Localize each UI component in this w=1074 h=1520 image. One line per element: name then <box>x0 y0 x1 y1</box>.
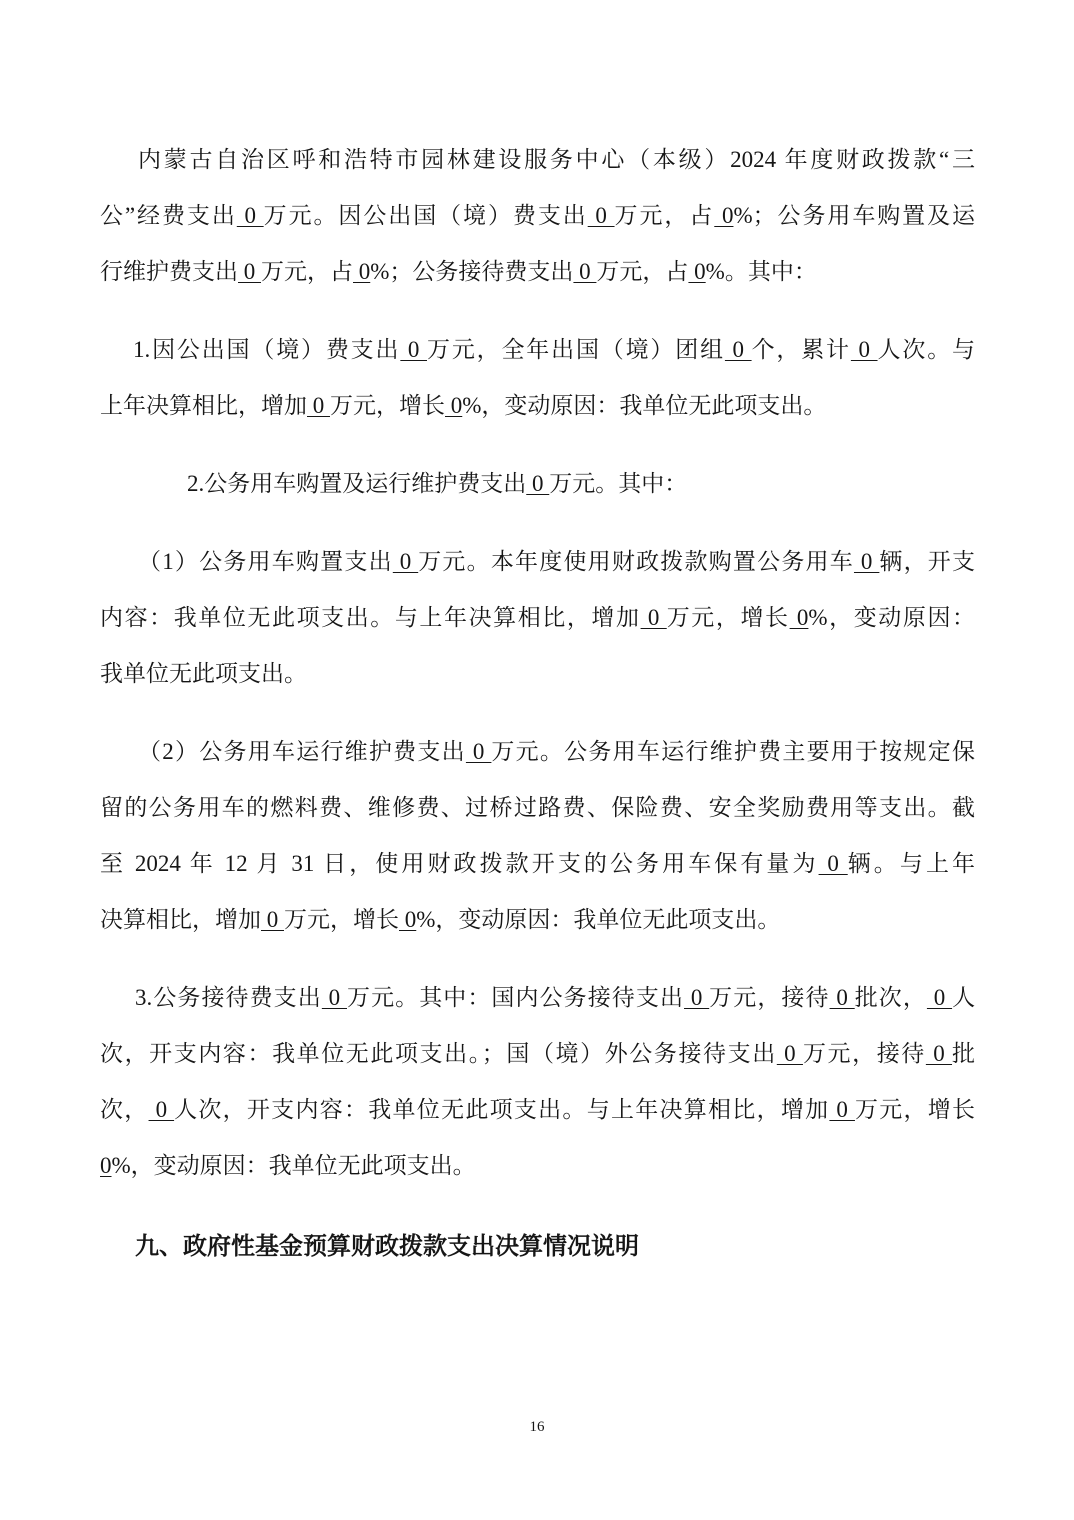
underlined-value: 0 <box>399 907 417 932</box>
text-run: 万元。因公出国（境）费支出 <box>263 203 588 228</box>
text-run: 辆，开支 <box>879 549 976 574</box>
underlined-value: 0 <box>789 605 809 630</box>
text-run: 上年决算相比，增加 <box>100 393 307 418</box>
underlined-value: 0 <box>392 549 419 574</box>
underlined-value: 0 <box>321 985 347 1010</box>
text-run: 万元，占 <box>261 259 353 284</box>
text-run: （2）公务用车运行维护费支出 <box>138 739 466 764</box>
underlined-value: 0 <box>640 605 667 630</box>
text-run: 批次， <box>854 985 927 1010</box>
underlined-value: 0 <box>465 739 492 764</box>
text-run: 万元，增长 <box>284 907 399 932</box>
text-run: %，变动原因：我单位无此项支出。 <box>111 1153 476 1178</box>
text-run: （1）公务用车购置支出 <box>138 549 393 574</box>
underlined-value: 0 <box>688 259 706 284</box>
underlined-value: 0 <box>684 985 710 1010</box>
text-run: 决算相比，增加 <box>100 907 261 932</box>
underlined-value: 0 <box>829 985 855 1010</box>
text-run: 万元。其中： <box>549 471 688 496</box>
text-run: 人次。与 <box>877 337 976 362</box>
text-run: %，变动原因：我单位无此项支出。 <box>416 907 781 932</box>
paragraph-line <box>100 904 780 936</box>
underlined-value: 0 <box>724 337 752 362</box>
text-run: 至 2024 年 12 月 31 日，使用财政拨款开支的公务用车保有量为 <box>100 851 819 876</box>
text-run: 内蒙古自治区呼和浩特市园林建设服务中心（本级）2024 年度财政拨款“三 <box>138 147 975 172</box>
paragraph-line <box>100 658 307 690</box>
text-run: 万元，增长 <box>666 605 790 630</box>
underlined-value: 0 <box>238 259 261 284</box>
paragraph-line <box>138 736 975 768</box>
text-run: %；公务接待费支出 <box>370 259 574 284</box>
text-run: 行维护费支出 <box>100 259 238 284</box>
paragraph-line <box>100 848 975 880</box>
text-run: 3.公务接待费支出 <box>135 985 322 1010</box>
text-run: 留的公务用车的燃料费、维修费、过桥过路费、保险费、安全奖励费用等支出。截 <box>100 795 975 820</box>
text-run: 1.因公出国（境）费支出 <box>133 337 401 362</box>
paragraph-line <box>100 200 975 232</box>
underlined-value: 0 <box>573 259 597 284</box>
text-run: 万元。本年度使用财政拨款购置公务用车 <box>418 549 854 574</box>
underlined-value: 0 <box>100 1153 112 1178</box>
paragraph-line <box>100 1094 975 1126</box>
text-run: 万元，占 <box>596 259 689 284</box>
underlined-value: 0 <box>148 1097 175 1122</box>
paragraph-line <box>100 1038 975 1070</box>
paragraph-line <box>100 390 826 422</box>
text-run: 万元，全年出国（境）团组 <box>427 337 725 362</box>
underlined-value: 0 <box>353 259 371 284</box>
text-run: 万元，接待 <box>709 985 830 1010</box>
text-run: %。其中： <box>705 259 817 284</box>
text-run: 我单位无此项支出。 <box>100 661 307 686</box>
paragraph-line <box>100 602 975 634</box>
underlined-value: 0 <box>587 203 615 228</box>
underlined-value: 0 <box>714 203 734 228</box>
underlined-value: 0 <box>776 1041 803 1066</box>
underlined-value: 0 <box>400 337 427 362</box>
text-run: 人次，开支内容：我单位无此项支出。与上年决算相比，增加 <box>174 1097 830 1122</box>
text-run: 万元，增长 <box>330 393 445 418</box>
text-run: %，变动原因：我单位无此项支出。 <box>462 393 827 418</box>
text-run: 2.公务用车购置及运行维护费支出 <box>187 471 527 496</box>
paragraph-line <box>187 468 687 500</box>
text-run: 万元，接待 <box>802 1041 926 1066</box>
text-run: 万元。其中：国内公务接待支出 <box>347 985 685 1010</box>
text-run: 公”经费支出 <box>100 203 237 228</box>
text-run: 万元，占 <box>614 203 715 228</box>
underlined-value: 0 <box>261 907 284 932</box>
text-run: 批 <box>952 1041 976 1066</box>
text-run: 人 <box>952 985 976 1010</box>
underlined-value: 0 <box>818 851 848 876</box>
underlined-value: 0 <box>526 471 550 496</box>
paragraph-line <box>100 792 975 824</box>
paragraph-line <box>138 546 975 578</box>
text-run: %；公务用车购置及运 <box>733 203 976 228</box>
underlined-value: 0 <box>236 203 264 228</box>
text-run: 万元，增长 <box>854 1097 976 1122</box>
text-run: 内容：我单位无此项支出。与上年决算相比，增加 <box>100 605 641 630</box>
paragraph-line <box>138 144 975 176</box>
section-heading: 九、政府性基金预算财政拨款支出决算情况说明 <box>135 1232 639 1260</box>
text-run: 次，开支内容：我单位无此项支出。；国（境）外公务接待支出 <box>100 1041 777 1066</box>
underlined-value: 0 <box>853 549 880 574</box>
text-run: 万元。公务用车运行维护费主要用于按规定保 <box>491 739 976 764</box>
text-run: %，变动原因： <box>808 605 976 630</box>
paragraph-line <box>100 1150 476 1182</box>
underlined-value: 0 <box>850 337 878 362</box>
underlined-value: 0 <box>925 1041 953 1066</box>
paragraph-line <box>135 982 975 1014</box>
text-run: 辆。与上年 <box>847 851 976 876</box>
underlined-value: 0 <box>445 393 463 418</box>
underlined-value: 0 <box>829 1097 855 1122</box>
paragraph-line <box>100 256 817 288</box>
paragraph-line <box>133 334 975 366</box>
underlined-value: 0 <box>926 985 953 1010</box>
underlined-value: 0 <box>307 393 330 418</box>
text-run: 次， <box>100 1097 149 1122</box>
text-run: 个，累计 <box>751 337 851 362</box>
page-number: 16 <box>529 1419 545 1435</box>
